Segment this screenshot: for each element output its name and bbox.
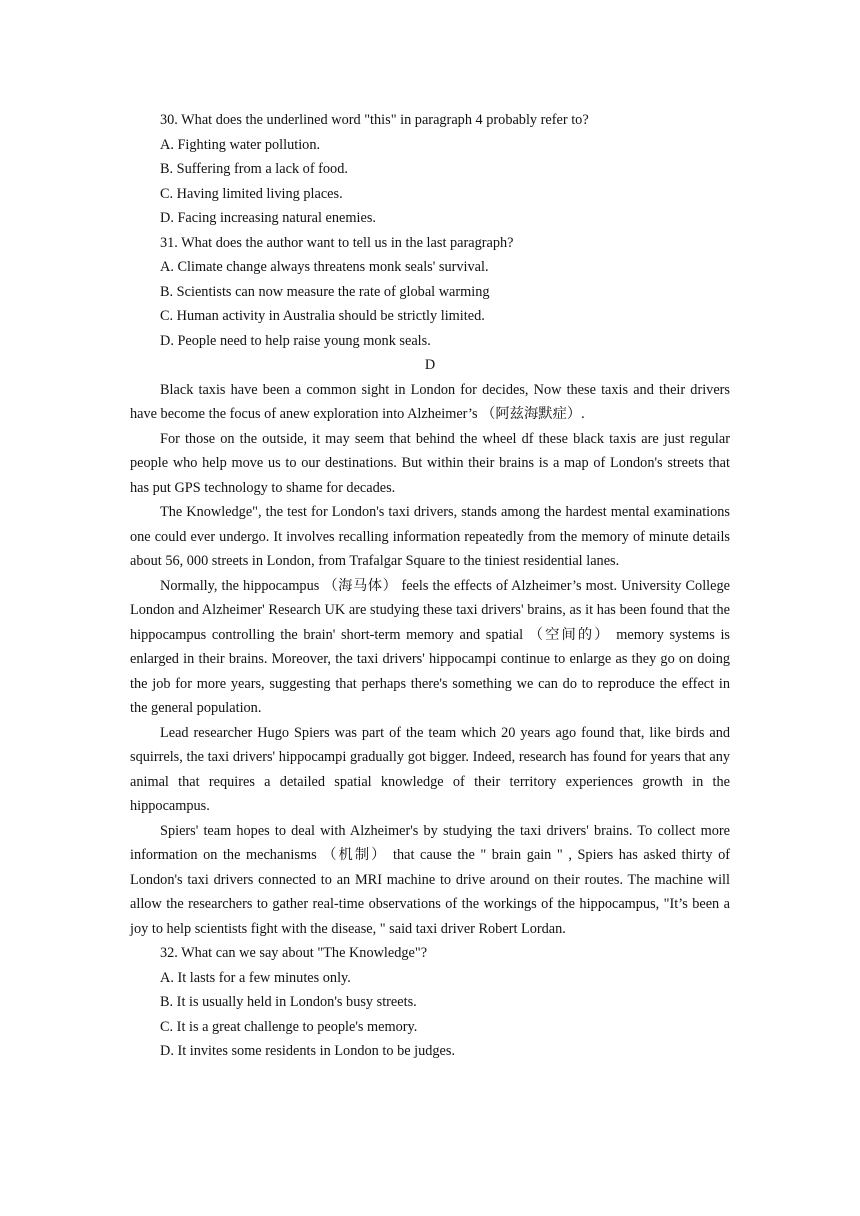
- passage-paragraph: For those on the outside, it may seem that behind the wheel df these black taxis are just regular people who help move us to our destinations. But within their brains is a map of London's streets that has put GPS technology to shame for decades.: [130, 430, 730, 496]
- question-stem: 31. What does the author want to tell us in the last paragraph?: [160, 234, 514, 251]
- option-b: B. Scientists can now measure the rate of global warming: [160, 283, 490, 300]
- option-d: D. It invites some residents in London to be judges.: [160, 1043, 456, 1059]
- passage-paragraph: Black taxis have been a common sight in London for decides, Now these taxis and their drivers have become the focus of anew exploration into Alzheimer’s （阿兹海默症）.: [130, 381, 730, 422]
- option-b: B. Suffering from a lack of food.: [160, 161, 348, 177]
- option-b: B. It is usually held in London's busy streets.: [160, 994, 417, 1010]
- question-32: [130, 941, 730, 1064]
- question-stem: 32. What can we say about "The Knowledge"?: [160, 945, 428, 961]
- option-c: C. Human activity in Australia should be strictly limited.: [160, 308, 485, 324]
- question-stem: 30. What does the underlined word "this" in paragraph 4 probably refer to?: [160, 112, 589, 128]
- passage-paragraph: Lead researcher Hugo Spiers was part of the team which 20 years ago found that, like birds and squirrels, the taxi drivers' hippocampi gradually got bigger. Indeed, research has found for years that any animal that requires a detailed spatial knowledge of their territory experiences growth in the hippocampus.: [130, 724, 730, 814]
- option-a: A. Climate change always threatens monk seals' survival.: [160, 259, 489, 275]
- option-a: A. It lasts for a few minutes only.: [160, 969, 351, 986]
- passage-paragraph: The Knowledge", the test for London's taxi drivers, stands among the hardest mental examinations one could ever undergo. It involves recalling information repeatedly from the memory of minute details about 56, 000 streets in London, from Trafalgar Square to the tiniest residential lanes.: [130, 504, 730, 569]
- section-heading: D: [424, 357, 436, 373]
- passage-d: [130, 378, 730, 942]
- option-d: D. Facing increasing natural enemies.: [160, 210, 376, 226]
- passage-paragraph: Spiers' team hopes to deal with Alzheimer's by studying the taxi drivers' brains. To collect more information on the mechanisms （机制） that cause the " brain gain " , Spiers has asked thirty of London's taxi drivers connected to an MRI machine to drive around on their routes. The machine will allow the researchers to gather real-time observations of the workings of the hippocampus, "It’s been a joy to help scientists fight with the disease, " said taxi driver Robert Lordan.: [130, 822, 730, 937]
- option-d: D. People need to help raise young monk seals.: [160, 332, 431, 349]
- option-a: A. Fighting water pollution.: [160, 136, 321, 153]
- option-c: C. It is a great challenge to people's memory.: [160, 1018, 418, 1035]
- passage-paragraph: Normally, the hippocampus （海马体） feels the effects of Alzheimer’s most. University College London and Alzheimer' Research UK are studying these taxi drivers' brains, as it has been found that the hippocampus controlling the brain' short-term memory and spatial （空间的） memory systems is enlarged in their brains. Moreover, the taxi drivers' hippocampi continue to enlarge as they go on doing the job for more years, suggesting that perhaps there's something we can do to reproduce the effect in the general population.: [130, 577, 730, 716]
- option-c: C. Having limited living places.: [160, 185, 343, 202]
- document-page: [130, 108, 730, 1064]
- question-30: [130, 108, 730, 231]
- question-31: [130, 231, 730, 354]
